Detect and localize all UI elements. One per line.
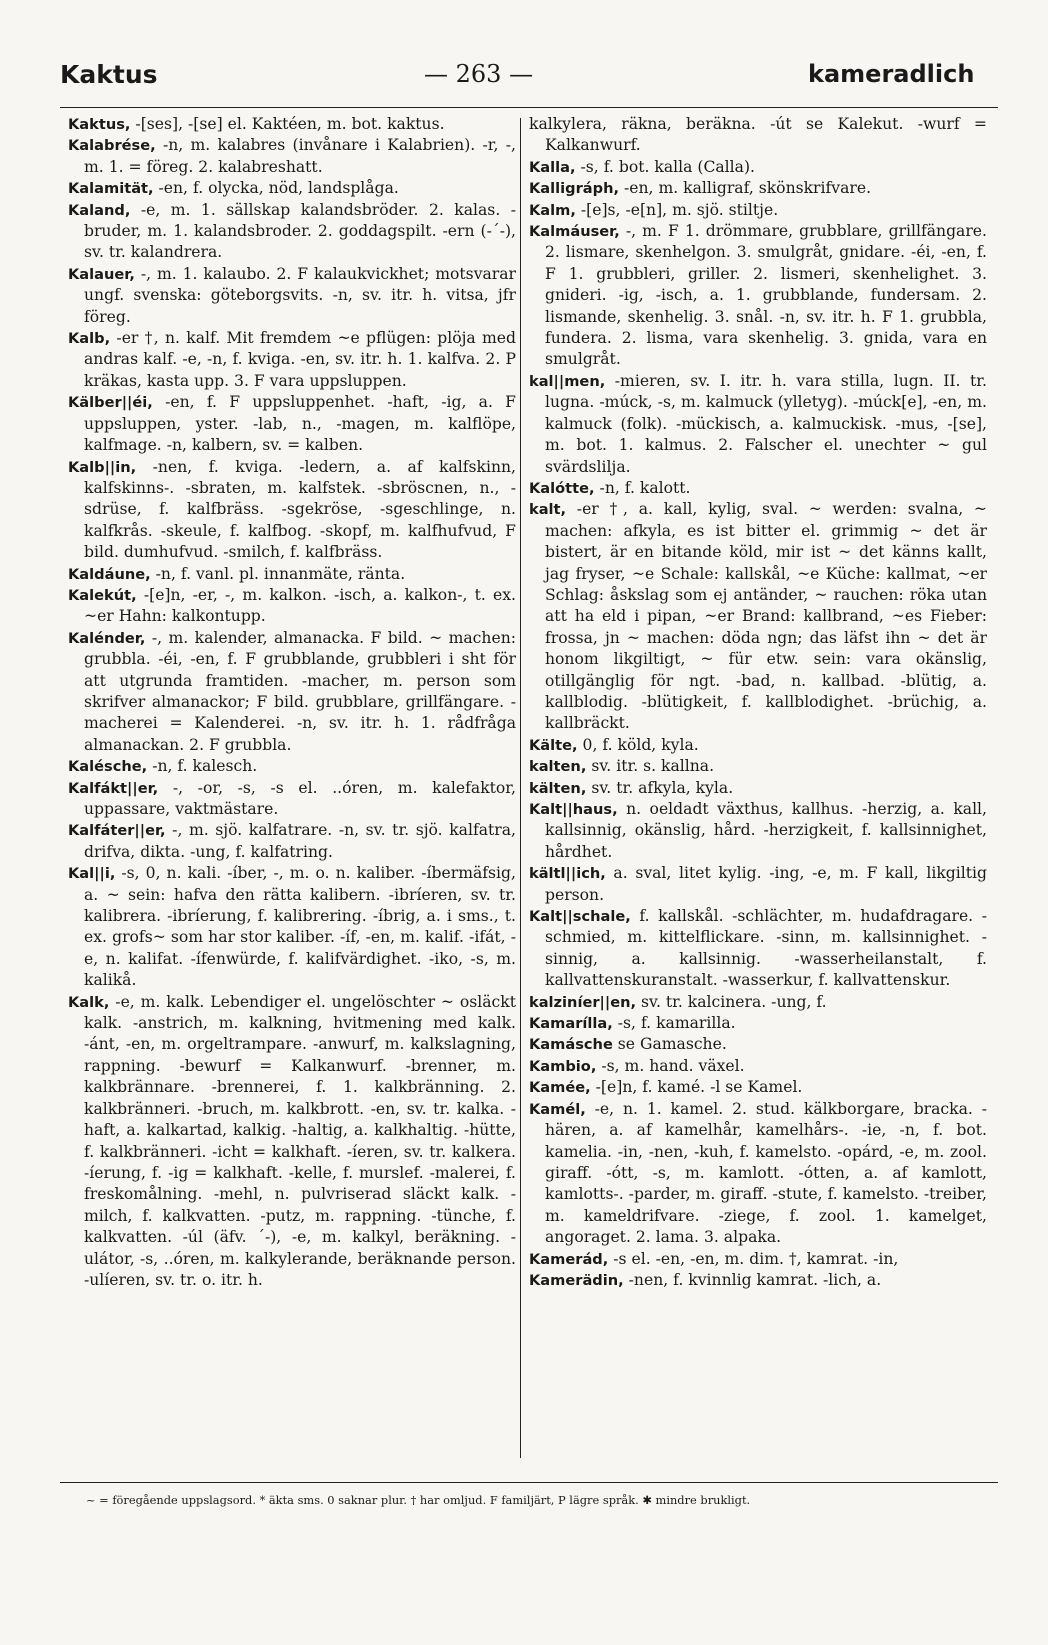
entry-headword: Kamásche — [529, 1036, 613, 1054]
dictionary-entry — [529, 1270, 987, 1291]
dictionary-entry — [529, 499, 987, 734]
entry-definition: -mieren, sv. I. itr. h. vara stilla, lugn. II. tr. lugna. -múck, -s, m. kalmuck (ylletyg). -múck[e], -en, m. kalmuck (folk). -mückisch, a. kalmuckisk. -mus, -[se], m. bot. 1. kalmus. 2. Falscher el. unechter ~ gul svärdslilja. — [545, 371, 987, 476]
dictionary-entry — [529, 178, 987, 199]
entry-definition: -en, f. olycka, nöd, landsplåga. — [153, 179, 399, 198]
entry-headword: Kalmáuser, — [529, 223, 620, 241]
entry-headword: Kalekút, — [68, 586, 137, 604]
dictionary-entry — [529, 799, 987, 863]
dictionary-entry — [529, 735, 987, 756]
entry-definition: -e, m. 1. sällskap kalandsbröder. 2. kalas. -bruder, m. 1. kalandsbroder. 2. goddagspilt. -ern (-´-), sv. tr. kalandrera. — [84, 200, 516, 262]
entry-definition: -s, 0, n. kali. -íber, -, m. o. n. kaliber. -íbermäfsig, a. ~ sein: hafva den rätta kalibern. -ibríeren, sv. tr. kalibrera. -ibríerung, f. kalibrering. -íbrig, a. i sms., t. ex. grofs~ som har stor kaliber. -íf, -en, m. kalif. -ifát, -e, n. kalifat. -ífenwürde, f. kalifvärdighet. -iko, -s, m. kalikå. — [84, 864, 516, 990]
entry-definition: 0, f. köld, kyla. — [577, 735, 699, 754]
entry-definition: -s, f. kamarilla. — [612, 1014, 736, 1033]
dictionary-entry — [68, 178, 516, 199]
header-rule — [60, 107, 998, 108]
entry-headword: Kamerád, — [529, 1250, 609, 1268]
dictionary-entry — [529, 1249, 987, 1270]
left-guide-word: Kaktus — [60, 60, 158, 89]
entry-definition: -e, n. 1. kamel. 2. stud. kälkborgare, bracka. -hären, a. af kamelhår, kamelhårs-. -ie, -n, f. bot. kamelia. -in, -nen, -kuh, f. kamelsto. -opárd, -e, m. zool. giraff. -ótt, -s, m. kamlott. -ótten, a. af kamlott, kamlotts-. -parder, m. giraff. -stute, f. kamelsto. -treiber, m. kameldrifvare. -ziege, f. zool. 1. kamelget, angoraget. 2. lama. 3. alpaka. — [545, 1099, 987, 1247]
entry-headword: Kal||i, — [68, 865, 116, 883]
entry-definition: sv. itr. s. kallna. — [586, 757, 715, 776]
entry-headword: Kalt||schale, — [529, 908, 631, 926]
dictionary-entry — [68, 564, 516, 585]
dictionary-entry — [68, 328, 516, 392]
dictionary-entry — [529, 1013, 987, 1034]
entry-headword: Kamerädin, — [529, 1271, 624, 1289]
entry-headword: Kalamität, — [68, 180, 154, 198]
entry-definition: -nen, f. kvinnlig kamrat. -lich, a. — [623, 1270, 882, 1289]
right-guide-word: kameradlich — [808, 60, 975, 88]
dictionary-entry — [529, 114, 987, 157]
dictionary-entry — [529, 221, 987, 371]
entry-definition: a. sval, litet kylig. -ing, -e, m. F kall, likgiltig person. — [545, 864, 987, 904]
entry-headword: kalt, — [529, 501, 567, 519]
entry-headword: Kalabrése, — [68, 137, 156, 155]
page-number: — 263 — — [424, 60, 534, 88]
entry-definition: -s el. -en, -en, m. dim. †, kamrat. -in, — [608, 1249, 899, 1268]
entry-definition: -n, m. kalabres (invånare i Kalabrien). -r, -, m. 1. = föreg. 2. kalabreshatt. — [84, 136, 516, 176]
entry-headword: Kambio, — [529, 1057, 597, 1075]
entry-definition: -[e]n, f. kamé. -l se Kamel. — [590, 1078, 803, 1097]
entry-definition: -[e]s, -e[n], m. sjö. stiltje. — [575, 200, 779, 219]
dictionary-entry — [529, 478, 987, 499]
entry-headword: kal||men, — [529, 372, 606, 390]
dictionary-entry — [529, 371, 987, 478]
entry-headword: kalziníer||en, — [529, 993, 637, 1011]
entry-definition: -s, m. hand. växel. — [596, 1056, 745, 1075]
entry-headword: Kalénder, — [68, 629, 146, 647]
entry-headword: Kalfáter||er, — [68, 822, 166, 840]
entry-definition: -, m. F 1. drömmare, grubblare, grillfängare. 2. lismare, skenhelgon. 3. smulgråt, gnidare. -éi, -en, f. F 1. grubbleri, griller. 2. lismeri, skenhelighet. 3. gnideri. -ig, -isch, a. 1. grubblande, fundersam. 2. lismande, skenhelig. 3. snål. -n, sv. itr. h. F 1. grubbla, fundera. 2. lisma, vara skenhelig. 3. gnida, vara en smulgråt. — [545, 222, 987, 369]
dictionary-entry — [529, 1099, 987, 1249]
dictionary-entry — [529, 200, 987, 221]
entry-headword: Kaktus, — [68, 116, 131, 133]
entry-definition: -er †, n. kalf. Mit fremdem ~e pflügen: plöja med andras kalf. -e, -n, f. kviga. -en, sv. itr. h. 1. kalfva. 2. P kräkas, kasta upp. 3. F vara uppsluppen. — [84, 329, 516, 390]
entry-definition: -n, f. kalott. — [594, 478, 691, 497]
entry-headword: Kalligráph, — [529, 180, 620, 198]
footer-rule — [60, 1482, 998, 1483]
entry-headword: Kaland, — [68, 201, 131, 219]
dictionary-entry — [68, 863, 516, 991]
entry-definition: -nen, f. kviga. -ledern, a. af kalfskinn, kalfskinns-. -sbraten, m. kalfstek. -sbröscnen, n., -sdrüse, f. kalfbräss. -sgekröse, -sgeschlinge, n. kalfkrås. -skeule, f. kalfbog. -skopf, m. kalfhufvud, F bild. dumhufvud. -smilch, f. kalfbräss. — [84, 457, 516, 562]
entry-definition: -, m. kalender, almanacka. F bild. ~ machen: grubbla. -éi, -en, f. F grubblande, grubbleri i sht för att utgrunda framtiden. -macher, m. person som skrifver almanackor; F bild. grubblare, grillfängare. -macherei = Kalenderei. -n, sv. itr. h. 1. rådfråga almanackan. 2. F grubbla. — [84, 628, 516, 754]
dictionary-entry — [68, 135, 516, 178]
dictionary-entry — [68, 756, 516, 777]
entry-headword: Kamél, — [529, 1100, 586, 1118]
entry-headword: kälten, — [529, 779, 587, 797]
entry-headword: Kalfákt||er, — [68, 779, 159, 797]
entry-definition: sv. tr. afkyla, kyla. — [586, 778, 734, 797]
entry-definition: n. oeldadt växthus, kallhus. -herzig, a. kall, kallsinnig, okänslig, hård. -herzigkeit, f. kallsinnighet, hårdhet. — [545, 800, 987, 861]
dictionary-entry — [529, 992, 987, 1013]
entry-definition: -, m. 1. kalaubo. 2. F kalaukvickhet; motsvarar ungf. svenska: göteborgsvits. -n, sv. itr. h. vitsa, jfr föreg. — [84, 264, 516, 326]
entry-headword: Kamée, — [529, 1079, 591, 1097]
dictionary-entry — [529, 906, 987, 992]
dictionary-entry — [68, 457, 516, 564]
entry-definition: -[ses], -[se] el. Kaktéen, m. bot. kaktus. — [130, 115, 445, 133]
entry-headword: Kalb||in, — [68, 458, 137, 476]
dictionary-entry — [529, 1056, 987, 1077]
entry-headword: Kälber||éi, — [68, 394, 153, 412]
entry-headword: Kalt||haus, — [529, 801, 618, 818]
entry-headword: Kalla, — [529, 158, 576, 176]
dictionary-entry — [529, 863, 987, 906]
abbreviation-legend: ~ = föregående uppslagsord. * äkta sms. 0 saknar plur. † har omljud. F familjärt, P lägre språk. ✱ mindre brukligt. — [86, 1493, 751, 1507]
dictionary-entry — [529, 778, 987, 799]
entry-headword: Kalm, — [529, 201, 576, 219]
dictionary-entry — [68, 392, 516, 456]
dictionary-entry — [68, 778, 516, 821]
entry-definition: -n, f. kalesch. — [147, 757, 258, 776]
entry-definition: -n, f. vanl. pl. innanmäte, ränta. — [150, 564, 406, 583]
entry-definition: f. kallskål. -schlächter, m. hudafdragare. -schmied, m. kittelflickare. -sinn, m. kallsinnighet. -sinnig, a. kallsinnig. -wasserheilanstalt, f. kallvattenskuranstalt. -wasserkur, f. kallvattenskur. — [545, 907, 987, 990]
entry-definition: -en, m. kalligraf, skönskrifvare. — [619, 179, 872, 198]
dictionary-entry — [529, 1034, 987, 1055]
right-column — [529, 114, 987, 1291]
dictionary-entry — [68, 585, 516, 628]
entry-headword: Kalk, — [68, 993, 110, 1011]
dictionary-entry — [529, 157, 987, 178]
entry-definition: -s, f. bot. kalla (Calla). — [575, 157, 755, 176]
dictionary-entry — [68, 114, 516, 135]
entry-definition: -, -or, -s, -s el. ..óren, m. kalefaktor, uppassare, vaktmästare. — [84, 778, 516, 818]
entry-headword: Kamarílla, — [529, 1015, 613, 1033]
dictionary-entry — [68, 264, 516, 328]
entry-definition: -er †, a. kall, kylig, sval. ~ werden: svalna, ~ machen: afkyla, es ist bitter el. grimmig ~ det är bistert, är en bitande köld, mir ist ~ det känns kallt, jag fryser, ~e Schale: kallskål, ~e Küche: kallmat, ~er Schlag: åskslag som ej antänder, ~ rauchen: röka utan att ha eld i pipan, ~er Brand: kallbrand, ~es Fieber: frossa, jn ~ machen: döda ngn; das läfst ihn ~ det är honom likgiltigt, ~ für etw. sein: vara okänslig, otillgänglig för ngt. -bad, n. kallbad. -blütig, a. kallblodig. -blütigkeit, f. kallblodighet. -brüchig, a. kallbräckt. — [545, 500, 987, 733]
entry-headword: Kaldáune, — [68, 565, 151, 583]
entry-headword: Kalótte, — [529, 479, 595, 497]
left-column — [68, 114, 516, 1291]
entry-headword: kalten, — [529, 758, 587, 776]
column-divider — [520, 118, 521, 1458]
entry-headword: Kalb, — [68, 330, 111, 348]
dictionary-entry — [529, 1077, 987, 1098]
entry-definition: kalkylera, räkna, beräkna. -út se Kalekut. -wurf = Kalkanwurf. — [529, 115, 987, 155]
entry-headword: Kälte, — [529, 736, 578, 754]
entry-definition: -, m. sjö. kalfatrare. -n, sv. tr. sjö. kalfatra, drifva, dikta. -ung, f. kalfatring. — [84, 821, 516, 861]
entry-headword: kältl||ich, — [529, 865, 606, 883]
entry-definition: -[e]n, -er, -, m. kalkon. -isch, a. kalkon-, t. ex. ~er Hahn: kalkontupp. — [84, 585, 516, 626]
dictionary-entry — [68, 200, 516, 264]
entry-headword: Kalauer, — [68, 265, 135, 283]
dictionary-entry — [68, 992, 516, 1292]
entry-definition: se Gamasche. — [612, 1035, 727, 1054]
entry-definition: sv. tr. kalcinera. -ung, f. — [636, 992, 827, 1011]
dictionary-entry — [529, 756, 987, 777]
entry-headword: Kalésche, — [68, 758, 148, 776]
dictionary-entry — [68, 820, 516, 863]
dictionary-entry — [68, 628, 516, 756]
entry-definition: -en, f. F uppsluppenhet. -haft, -ig, a. F uppsluppen, yster. -lab, n., -magen, m. kalflöpe, kalfmage. -n, kalbern, sv. = kalben. — [84, 393, 516, 455]
entry-definition: -e, m. kalk. Lebendiger el. ungelöschter ~ osläckt kalk. -anstrich, m. kalkning, hvitmening med kalk. -ánt, -en, m. orgeltrampare. -anwurf, m. kalkslagning, rappning. -bewurf = Kalkanwurf. -brenner, m. kalkbrännare. -brennerei, f. 1. kalkbränning. 2. kalkbränneri. -bruch, m. kalkbrott. -en, sv. tr. kalka. -haft, a. kalkartad, kalkig. -haltig, a. kalkhaltig. -hütte, f. kalkbränneri. -icht = kalkhaft. -íeren, sv. tr. kalkera. -íerung, f. -ig = kalkhaft. -kelle, f. murslef. -malerei, f. freskomålning. -mehl, n. pulvriserad släckt kalk. -milch, f. kalkvatten. -putz, m. rappning. -tünche, f. kalkvatten. -úl (äfv. ´-), -e, m. kalkyl, beräkning. -ulátor, -s, ..óren, m. kalkylerande, beräknande person. -ulíeren, sv. tr. o. itr. h. — [84, 992, 516, 1289]
